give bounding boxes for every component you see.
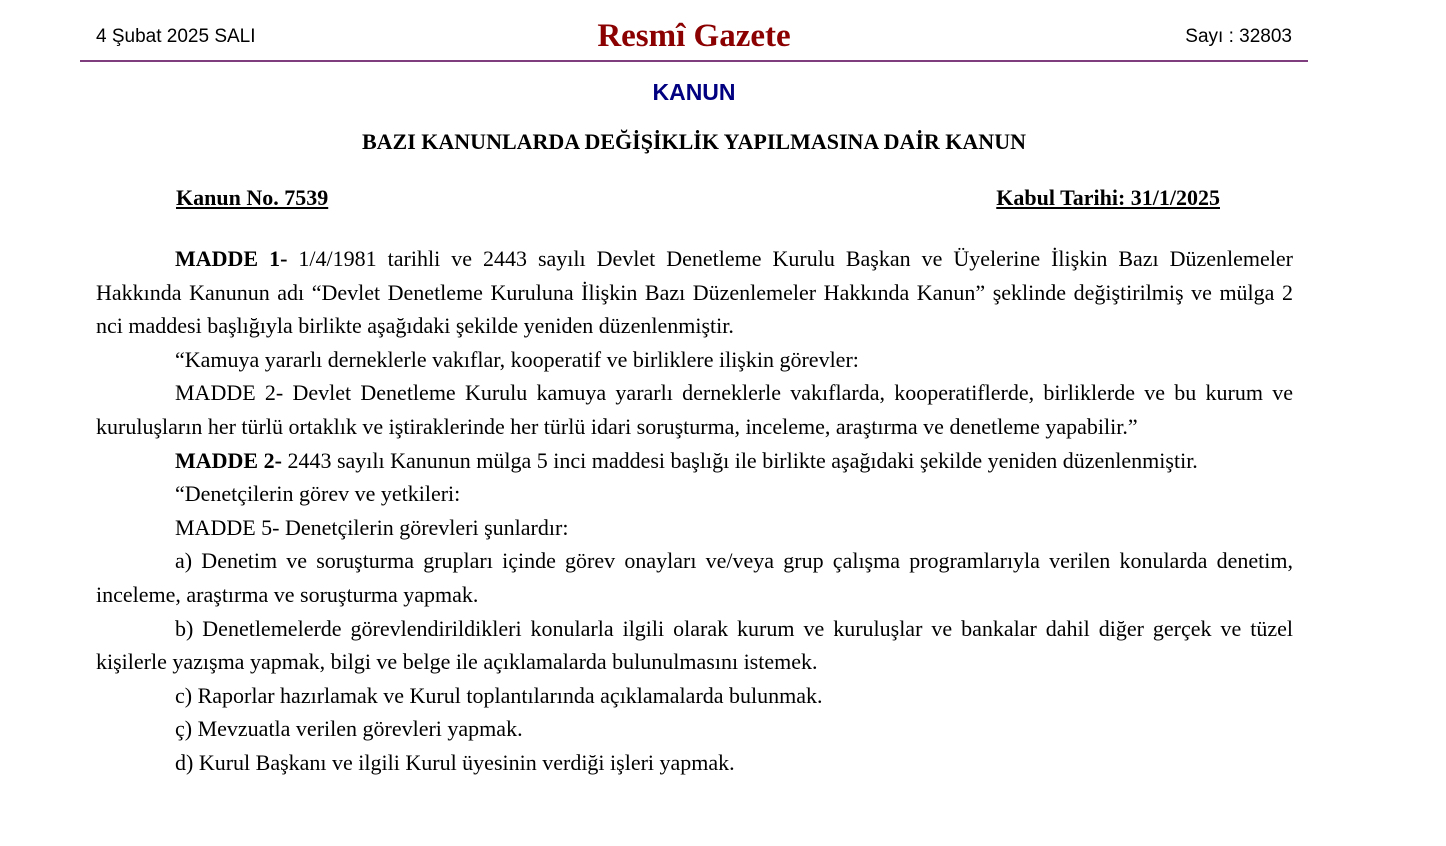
- article-lead: MADDE 1-: [175, 246, 288, 271]
- paragraph-text: b) Denetlemelerde görevlendirildikleri konularla ilgili olarak kurum ve kuruluşlar ve bankalar dahil diğer gerçek ve tüzel kişilerle yazışma yapmak, bilgi ve belge ile açıklamalarda bulunulmasını istemek.: [96, 615, 1293, 675]
- paragraph-text: d) Kurul Başkanı ve ilgili Kurul üyesinin verdiği işleri yapmak.: [175, 749, 735, 775]
- paragraph-text: ç) Mevzuatla verilen görevleri yapmak.: [175, 716, 523, 742]
- acceptance-date: Kabul Tarihi: 31/1/2025: [996, 185, 1220, 210]
- paragraph: [96, 343, 1293, 377]
- issue-date: 4 Şubat 2025 SALI: [96, 26, 256, 47]
- paragraph: [96, 477, 1293, 511]
- paragraph-text: “Kamuya yararlı derneklerle vakıflar, kooperatif ve birliklere ilişkin görevler:: [175, 346, 859, 372]
- paragraph: [96, 746, 1293, 780]
- paragraph-text: MADDE 5- Denetçilerin görevleri şunlardır:: [175, 514, 569, 540]
- paragraph-text: a) Denetim ve soruşturma grupları içinde görev onayları ve/veya grup çalışma programlarıyla verilen konularda denetim, inceleme, araştırma ve soruşturma yapmak.: [96, 548, 1293, 607]
- gazette-header: [80, 14, 1308, 62]
- paragraph: [96, 376, 1293, 443]
- law-title: BAZI KANUNLARDA DEĞİŞİKLİK YAPILMASINA DAİR KANUN: [362, 129, 1026, 154]
- law-number: Kanun No. 7539: [176, 185, 329, 210]
- paragraph-text: 1/4/1981 tarihli ve 2443 sayılı Devlet Denetleme Kurulu Başkan ve Üyelerine İlişkin Bazı Düzenlemeler Hakkında Kanunun adı “Devlet Denetleme Kuruluna İlişkin Bazı Düzenlemeler Hakkında Kanun” şeklinde değiştirilmiş ve mülga 2 nci maddesi başlığıyla birlikte aşağıdaki şekilde yeniden düzenlenmiştir.: [96, 246, 1293, 339]
- gazette-title: Resmî Gazete: [597, 18, 791, 54]
- paragraph-text: “Denetçilerin görev ve yetkileri:: [175, 481, 461, 507]
- paragraph-text: c) Raporlar hazırlamak ve Kurul toplantılarında açıklamalarda bulunmak.: [175, 682, 823, 708]
- issue-number: Sayı : 32803: [1185, 26, 1292, 47]
- article-lead: MADDE 2-: [175, 447, 282, 473]
- paragraph: [96, 511, 1293, 545]
- paragraph-text: MADDE 2- Devlet Denetleme Kurulu kamuya yararlı derneklerle vakıflarda, kooperatiflerde, birliklerde ve bu kurum ve kuruluşların her türlü ortaklık ve iştiraklerinde her türlü idari soruşturma, inceleme, araştırma ve denetleme yapabilir.”: [96, 380, 1293, 439]
- paragraph: [96, 612, 1293, 679]
- paragraph: [96, 242, 1293, 343]
- section-label: KANUN: [652, 79, 736, 105]
- paragraph: [96, 679, 1293, 713]
- paragraph: [96, 712, 1293, 746]
- paragraph-text: 2443 sayılı Kanunun mülga 5 inci maddesi başlığı ile birlikte aşağıdaki şekilde yeniden düzenlenmiştir.: [281, 447, 1198, 473]
- law-body: [96, 242, 1293, 780]
- paragraph: [96, 444, 1293, 478]
- paragraph: [96, 544, 1293, 611]
